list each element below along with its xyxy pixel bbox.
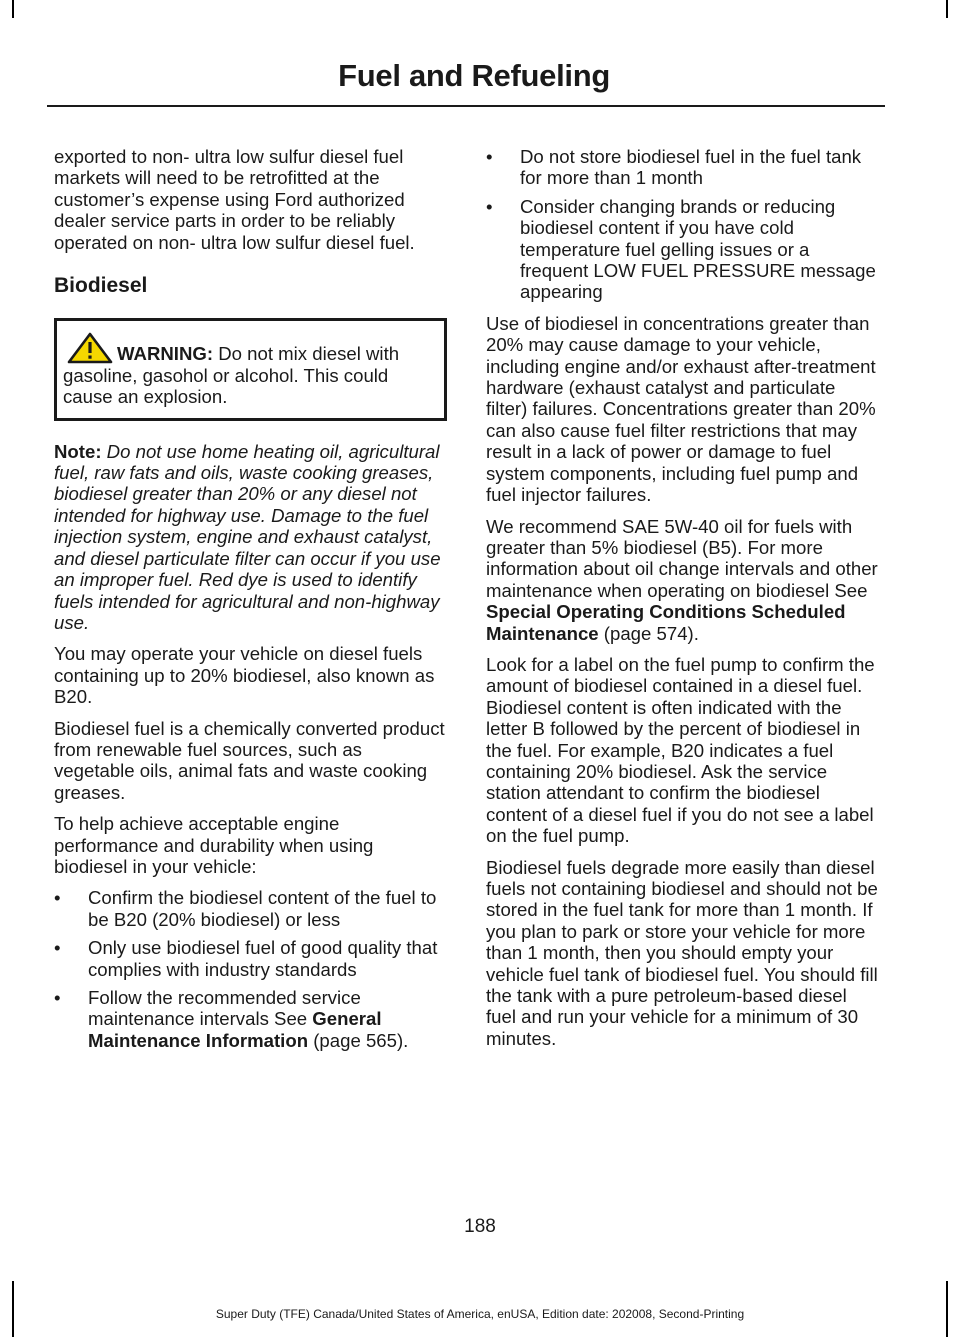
footer-text: Super Duty (TFE) Canada/United States of America, enUSA, Edition date: 202008, Second-Printing <box>215 1307 745 1321</box>
list-item: • Confirm the biodiesel content of the fuel to be B20 (20% biodiesel) or less <box>54 887 437 930</box>
paragraph: Biodiesel fuel is a chemically converted product from renewable fuel sources, such as vegetable oils, animal fats and waste cooking greases. <box>54 717 445 803</box>
bullet-list <box>54 887 447 1051</box>
bullet: • <box>486 195 493 217</box>
bullet: • <box>54 937 61 959</box>
warning-label: WARNING: <box>117 343 214 365</box>
bullet: • <box>486 146 493 167</box>
paragraph: You may operate your vehicle on diesel fuels containing up to 20% biodiesel, also known as B20. <box>54 643 435 708</box>
list-item: • Consider changing brands or reducing biodiesel content if you have cold temperature fuel gelling issues or a frequent LOW FUEL PRESSURE message appearing <box>486 195 876 303</box>
header-divider <box>47 105 885 107</box>
note-text: Do not use home heating oil, agricultural fuel, raw fats and oils, waste cooking greases, biodiesel greater than 20% or any diesel not intended for highway use. Damage to the fuel injection system, engine and exhaust catalyst, and diesel particulate filter can occur if you use an improper fuel. Red dye is used to identify fuels intended for agricultural and non-highway use. <box>54 440 441 633</box>
page-title: Fuel and Refueling <box>338 58 610 93</box>
bullet-list <box>486 146 879 303</box>
warning-text: Do not mix diesel with gasoline, gasohol or alcohol. This could cause an explosion. <box>63 343 400 408</box>
intro-paragraph: exported to non- ultra low sulfur diesel fuel markets will need to be retrofitted at the customer’s expense using Ford authorized dealer service parts in order to be reliably operated on non- ultra low sulfur diesel fuel. <box>54 146 415 253</box>
warning-triangle-icon <box>63 332 113 364</box>
list-item: • Do not store biodiesel fuel in the fuel tank for more than 1 month <box>486 146 862 189</box>
cross-reference-link[interactable]: Special Operating Conditions Scheduled Maintenance <box>486 601 846 644</box>
paragraph: We recommend SAE 5W-40 oil for fuels with greater than 5% biodiesel (B5). For more information about oil change intervals and other maintenance when operating on biodiesel See Special Operating Conditions Scheduled Maintenance (page 574). <box>486 515 878 644</box>
note-label: Note: <box>54 440 102 462</box>
paragraph: Look for a label on the fuel pump to confirm the amount of biodiesel contained in a diesel fuel. Biodiesel content is often indicated with the letter B followed by the percent of biodiesel in the fuel. For example, B20 indicates a fuel containing 20% biodiesel. Ask the service station attendant to confirm the biodiesel content of a diesel fuel if you do not see a label on the fuel pump. <box>486 653 875 847</box>
warning-box <box>54 318 447 420</box>
bullet: • <box>54 887 61 909</box>
list-item: • Only use biodiesel fuel of good quality that complies with industry standards <box>54 937 438 980</box>
crop-mark <box>946 0 948 18</box>
note-paragraph <box>54 441 447 634</box>
list-item: • Follow the recommended service maintenance intervals See General Maintenance Information (page 565). <box>54 987 409 1051</box>
paragraph: Biodiesel fuels degrade more easily than diesel fuels not containing biodiesel and should not be stored in the fuel tank for more than 1 month. If you plan to park or store your vehicle for more than 1 month, then you should empty your vehicle fuel tank of biodiesel fuel. You should fill the tank with a pure petroleum-based diesel fuel and run your vehicle for a minimum of 30 minutes. <box>486 856 878 1049</box>
right-column <box>486 146 879 1059</box>
bullet: • <box>54 987 61 1008</box>
section-heading: Biodiesel <box>54 274 148 298</box>
page-number: 188 <box>464 1216 496 1237</box>
crop-mark <box>12 0 14 18</box>
paragraph: Use of biodiesel in concentrations greater than 20% may cause damage to your vehicle, including engine and/or exhaust after-treatment hardware (exhaust catalyst and particulate filter) failures. Concentrations greater than 20% can also cause fuel filter restrictions that may result in a lack of power or damage to fuel system components, including fuel pump and fuel injector failures. <box>486 312 876 506</box>
paragraph: To help achieve acceptable engine performance and durability when using biodiesel in your vehicle: <box>54 813 374 877</box>
left-column <box>54 146 447 1061</box>
cross-reference-link[interactable]: General Maintenance Information <box>88 1008 382 1051</box>
